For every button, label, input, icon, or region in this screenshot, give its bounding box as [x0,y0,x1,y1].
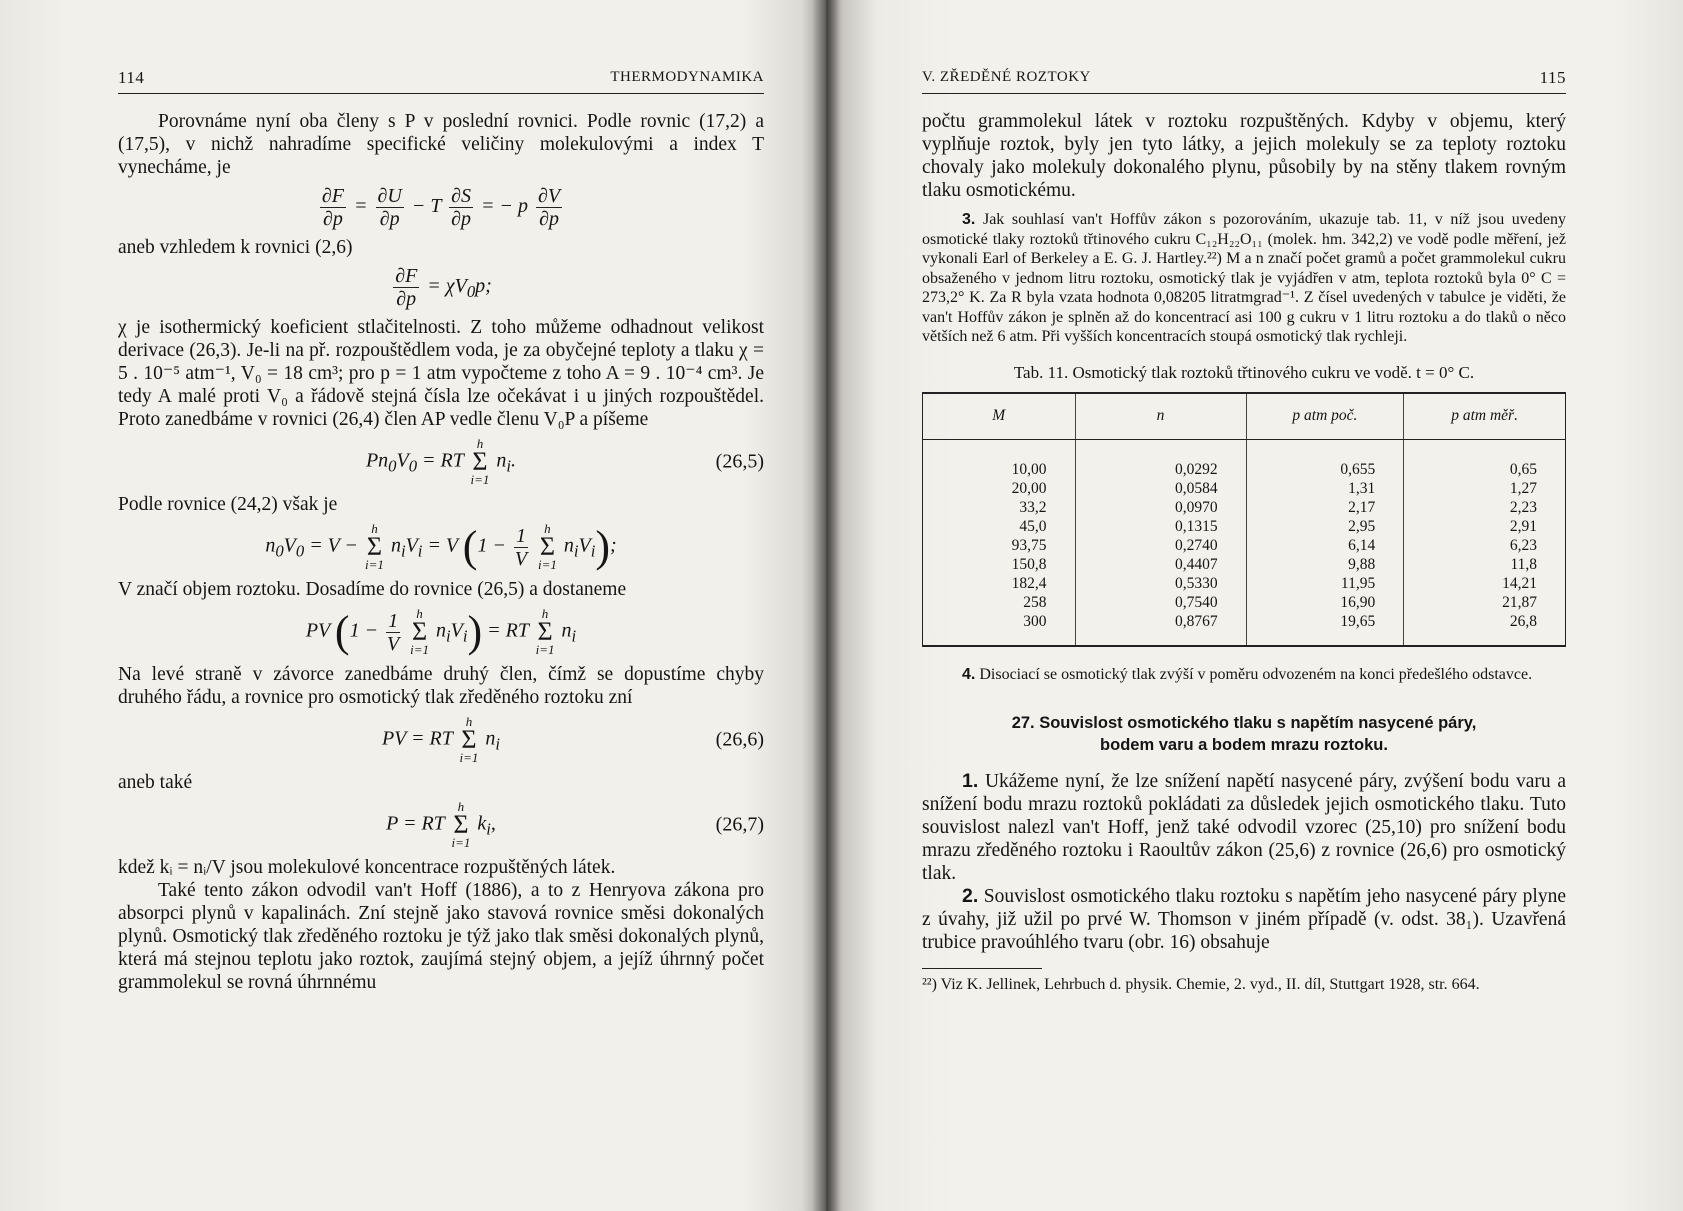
table-cell: 1,31 [1246,479,1404,498]
paragraph: Na levé straně v závorce zanedbáme druhý člen, čímž se dopustíme chyby druhého řádu, a rovnice pro osmotický tlak zředěného roztoku zní [118,664,764,708]
table-cell: 0,0970 [1075,498,1246,517]
equation-substituted: PV (1 − $\frac{1}{V}$ h Σ i=1 $n_iV_i$) = RT h Σ i=1 $n_i$ [305,606,577,657]
left-running-header [118,66,764,94]
table-cell: 26,8 [1509,612,1537,630]
table-cell: 93,75 [923,536,1076,555]
paragraph-number: 1. [962,770,979,792]
table-row [923,536,1566,555]
section-title-line: 27. Souvislost osmotického tlaku s napětím nasycené páry, [1011,714,1477,732]
table-cell: 6,14 [1246,536,1404,555]
table-row [923,498,1566,517]
paragraph: počtu grammolekul látek v roztoku rozpuštěných. Kdyby v objemu, který vyplňuje roztok, byly jen tyto látky, a jejich molekuly se za teploty roztoku chovaly jako molekuly dokonalého plynu, působily by na stěny tlakem rovným tlaku osmotickému. [922,111,1566,201]
table-cell: 2,95 [1246,517,1404,536]
paragraph: aneb vzhledem k rovnici (2,6) [118,237,353,258]
table-cell: 0,1315 [1075,517,1246,536]
table-cell: 11,95 [1246,574,1404,593]
table-header: p atm poč. [1246,393,1404,440]
paragraph-text: Disociací se osmotický tlak zvýší v poměru odvozeném na konci předešlého odstavce. [979,665,1533,683]
paragraph-text: Ukážeme nyní, že lze snížení napětí nasycené páry, zvýšení bodu varu a snížení bodu mrazu roztoků pokládati za důsledek jejich osmotického tlaku. Tuto souvislost nalezl van't Hoff, jenž také odvodil vzorec (25,10) pro snížení bodu mrazu zředěného roztoku i Raoultův zákon (25,6) z rovnice (26,6) pro osmotický tlak. [922,771,1566,884]
section-title-line: bodem varu a bodem mrazu roztoku. [1100,736,1388,754]
table-header: M [923,393,1076,440]
table-cell: 258 [923,593,1076,612]
table-cell: 45,0 [923,517,1076,536]
table-cell: 14,21 [1502,574,1537,592]
footnote-rule [922,968,1042,969]
table-cell: 0,2740 [1075,536,1246,555]
paragraph-text: Jak souhlasí van't Hoffův zákon s pozorováním, ukazuje tab. 11, v níž jsou uvedeny osmotické tlaky roztoků třtinového cukru C₁₂H₂₂O₁₁ (molek. hm. 342,2) ve vodě podle měření, jež vykonali Earl of Berkeley a E. G. J. Hartley.²²) M a n značí počet gramů a počet grammolekul cukru obsaženého v jednom litru roztoku, osmotický tlak je vyjádřen v atm, teplota roztoků byla 0° C = 273,2° K. Za R byla vzata hodnota 0,08205 litratmgrad⁻¹. Z čísel uvedených v tabulce je viděti, že van't Hoffův zákon je splněn až do koncentrací asi 100 g cukru v 1 litru roztoku a do tlaků o něco větších než 6 atm. Při vyšších koncentracích stoupá osmotický tlak rychleji. [922,211,1567,345]
equation-tag: (26,7) [715,813,764,836]
table-row [923,593,1566,612]
paragraph: kdež kᵢ = nᵢ/V jsou molekulové koncentrace rozpuštěných látek. [118,857,616,878]
equation-tag: (26,5) [715,450,764,473]
table-cell: 300 [923,612,1076,646]
table-row [923,574,1566,593]
table-header: n [1075,393,1246,440]
table-caption: Tab. 11. Osmotický tlak roztoků třtinového cukru ve vodě. t = 0° C. [1013,362,1475,382]
right-running-header [922,66,1566,94]
table-cell: 0,5330 [1075,574,1246,593]
table-header: p atm měř. [1404,393,1566,440]
table-cell: 19,65 [1246,612,1404,646]
paragraph-small [922,210,1566,347]
table-cell: 9,88 [1246,555,1404,574]
paragraph-small [922,665,1566,685]
paragraph: χ je isothermický koeficient stlačitelnosti. Z toho můžeme odhadnout velikost derivace (26,3). Je-li na př. rozpouštědlem voda, je za obyčejné teploty a tlaku χ = 5 . 10⁻⁵ atm⁻¹, V₀ = 18 cm³; pro p = 1 atm vypočteme z toho A = 9 . 10⁻⁴ cm³. Je tedy A malé proti V₀ a řádově stejná čísla lze očekávat i u jiných rozpouštědel. Proto zanedbáme v rovnici (26,4) člen AP vedle členu V₀P a píšeme [118,317,764,430]
table-row [923,555,1566,574]
paragraph [922,885,1566,954]
equation-chi: $\frac{\partial F}{\partial p}$ = $\chi V_0p$; [395,265,492,310]
paragraph: Také tento zákon odvodil van't Hoff (1886), a to z Henryova zákona pro absorpci plynů v kapalinách. Zní stejně jako stavová rovnice směsi dokonalých plynů. Osmotický tlak zředěného roztoku je týž jako tlak směsi dokonalých plynů, která má stejnou teplotu jako roztok, zaujímá stejný objem, a jejíž úhrnný počet grammolekul se rovná úhrnnému [118,880,764,993]
table-cell: 0,7540 [1075,593,1246,612]
paragraph: V značí objem roztoku. Dosadíme do rovnice (26,5) a dostaneme [118,579,627,600]
equation-26-6: PV = RT h Σ i=1 $n_i$ (26,6) [381,714,764,765]
paragraph: aneb také [118,772,193,793]
table-cell: 2,23 [1509,498,1537,516]
left-page-text [118,66,764,994]
table-cell: 0,65 [1509,460,1537,478]
equation-tag: (26,6) [715,728,764,751]
paragraph-text: Souvislost osmotického tlaku roztoku s napětím jeho nasycené páry plyne z úvahy, již užil po prvé W. Thomson v jiném případě (v. odst. 38₁). Uzavřená trubice pravoúhlého tvaru (obr. 16) obsahuje [922,886,1566,953]
table-cell: 2,17 [1246,498,1404,517]
table-cell: 0,0292 [1075,439,1246,479]
table-cell: 33,2 [923,498,1076,517]
table-cell: 11,8 [1510,555,1537,573]
table-row [923,612,1566,646]
table-cell: 20,00 [923,479,1076,498]
equation-26-7: P = RT h Σ i=1 $k_i$, (26,7) [386,799,764,850]
table-cell: 0,0584 [1075,479,1246,498]
book-gutter [812,0,840,1211]
table-row [923,517,1566,536]
table-cell: 0,4407 [1075,555,1246,574]
page-number-left: 114 [118,68,145,87]
table-cell: 150,8 [923,555,1076,574]
table-cell: 182,4 [923,574,1076,593]
table-cell: 0,655 [1246,439,1404,479]
equation-derivatives: $\frac{\partial F}{\partial p}$ = $\frac{\partial U}{\partial p}$ − T $\frac{\partial S}{\partial p}$ = − p $\frac{\partial V}{\partial p}$ [321,185,561,230]
paragraph: Porovnáme nyní oba členy s P v poslední rovnici. Podle rovnic (17,2) a (17,5), v nichž nahradíme specifické veličiny molekulovými a index T vynecháme, je [118,111,764,178]
equation-24-2: $n_0V_0 = V$ − h Σ i=1 $n_iV_i = V$ (1 − $\frac{1}{V}$ h Σ i=1 $n_iV_i$); [265,521,617,572]
paragraph: Podle rovnice (24,2) však je [118,494,338,515]
running-head-left: THERMODYNAMIKA [610,69,764,85]
running-head-right: V. ZŘEDĚNÉ ROZTOKY [922,69,1091,85]
table-cell: 10,00 [923,439,1076,479]
table-cell: 1,27 [1509,479,1537,497]
left-page [0,0,826,1211]
footnote: ²²) Viz K. Jellinek, Lehrbuch d. physik. Chemie, 2. vyd., II. díl, Stuttgart 1928, str. 664. [922,976,1480,993]
table-cell: 6,23 [1509,536,1537,554]
table-cell: 21,87 [1502,593,1537,611]
osmotic-pressure-table [922,392,1566,647]
table-cell: 16,90 [1246,593,1404,612]
table-cell: 2,91 [1509,517,1537,535]
page-number-right: 115 [1539,68,1566,87]
section-title [922,712,1566,756]
paragraph-number: 3. [962,211,976,228]
table-row [923,439,1566,479]
right-page-text [922,66,1566,995]
equation-26-5: $Pn_0V_0$ = RT h Σ i=1 $n_i$. (26,5) [365,436,764,487]
table-cell: 0,8767 [1075,612,1246,646]
table-body [923,439,1566,646]
paragraph-number: 4. [962,665,976,683]
paragraph [922,770,1566,885]
paragraph-number: 2. [962,885,979,907]
table-row [923,479,1566,498]
